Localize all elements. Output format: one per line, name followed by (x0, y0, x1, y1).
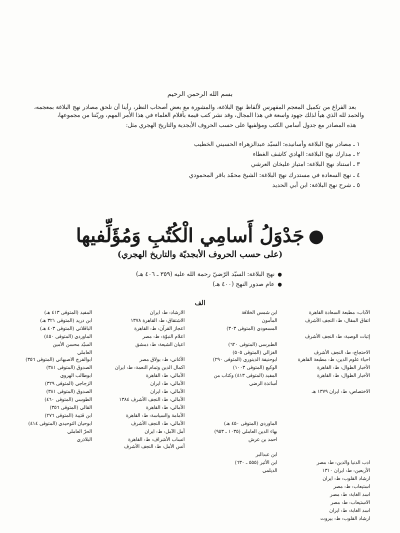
table-entry: الأغاني: ط: بولاق مصر (139, 358, 185, 364)
table-entry (211, 413, 277, 421)
table-entry: الارشاد: ط: ايران (149, 311, 185, 316)
table-entry: الأمالي: ط: ايران (150, 382, 185, 388)
author-column (26, 310, 92, 528)
bullet-icon: ● (308, 226, 325, 247)
table-entry: اعلام النبوّة: ط: مصر (142, 334, 185, 340)
table-entry (304, 405, 370, 413)
table-entry: أنس الأمل: ط: النجف الأشرف (123, 445, 185, 451)
table-entry: ابن شمس الخلافة (241, 311, 278, 316)
table-entry: الأمالي: ط: القاهرة (146, 405, 185, 411)
table-entry: الغزالي (المتوفى ٥٠٥) (232, 350, 278, 356)
table-entry: الاختصاص: ط: ايران ١٣٧٩ هـ (311, 390, 370, 396)
table-entry (304, 444, 370, 452)
table-entry: ابن دريد (المتوفى ٣٢١ هـ) (40, 318, 93, 324)
table-entry: الاستيعاب: ط: مصر (330, 500, 370, 506)
source-item: ٤ ـ نهج السعادة في مستدرك نهج البلاغة: الشيخ محمّد باقر المحمودي (188, 171, 360, 179)
table-entry: أساتذة الرضي (249, 382, 278, 388)
intro-text: هذه المصادر مع جدول أسامي الكتب ومؤلفيها على حسب الحروف الأبجدية والتاريخ الهجري مثل: (125, 122, 356, 129)
table-entry: الأخبار الطوال: ط: القاهرة (317, 366, 370, 372)
table-entry: الوكيع (المتوفى ١٠٠٣) (232, 366, 278, 372)
table-entry (211, 397, 277, 405)
table-entry (304, 326, 370, 334)
source-item: ٥ ـ شرح نهج البلاغة: ابن أبي الحديد (272, 181, 360, 189)
table-entry: الحرّ العاملي (67, 429, 93, 435)
intro-paragraph (34, 104, 364, 131)
book-title-column (297, 310, 370, 528)
table-entry (119, 350, 185, 358)
table-entry: ابن الأثير (٥٥٥ ـ ٦٣٠) (234, 461, 278, 467)
table-entry: الماوردي (المتوفى ٤٥٠) (44, 334, 93, 340)
table-entry (211, 334, 277, 342)
table-entry: الزجاجي (المتوفى ٣٢٩) (44, 382, 93, 388)
table-entry: اسد الغابة: ط: مصر (330, 492, 370, 498)
table-entry: بهاء الدين العاملي (١٠٣٥ ـ ٩٥٣) (214, 429, 278, 435)
table-entry: البلاذري (76, 437, 93, 443)
table-entry: اعجاز القرآن: ط: القاهرة (134, 326, 185, 332)
table-entry: ابن قتيبة (المتوفى ٢٧٦) (44, 413, 93, 419)
table-entry (304, 429, 370, 437)
table-entry: الأمالي: ط: النجف الأشرف ١٣٨٤ (119, 397, 185, 403)
table-entry: الماوردي (المتوفى ٤٥٠ هـ) (224, 421, 278, 427)
note-item: ● نهج البلاغة: السيّد الرّضيّ رحمة الله عليه (٣٥٩ ـ ٤٠٦ هـ) (82, 270, 282, 280)
table-entry: انساب الأشراف: ط: القاهرة (128, 437, 185, 443)
alphabet-section-letter: الف (194, 299, 206, 307)
table-entry: الطوسي (المتوفى ٤٦٠) (44, 397, 93, 403)
table-entry: الأربعين: ط: ايران ١٣١٠ (322, 469, 370, 475)
table-entry: الأخبار الطوال: ط: القاهرة (317, 374, 370, 380)
source-item: ٣ ـ استناد نهج البلاغة: امتياز عليخان العرشي (250, 161, 360, 169)
table-entry: الاحتجاج: ط: النجف الأشرف (313, 350, 370, 356)
table-entry (304, 452, 370, 460)
table-entry: الصدوق (المتوفى ٣٨١) (46, 390, 93, 396)
section-subheading: (على حسب الحروف الأبجديّة والتاريخ الهجري) (117, 250, 283, 260)
table-entry: المأمون (261, 318, 278, 324)
table-entry: الأمامة والسياسة: ط: القاهرة (125, 413, 185, 419)
notes-list (82, 270, 282, 290)
table-entry: استيعاب: ط: مصر (333, 484, 370, 490)
table-entry: ابن عبدالبر (255, 453, 278, 459)
table-entry (304, 381, 370, 389)
note-item: ● عام صدور النهج (٤٠٠ هـ) (82, 280, 282, 290)
table-entry: اعيان الشيعة: ط: دمشق (135, 342, 185, 348)
table-entry (211, 389, 277, 397)
basmala: بسم الله الرحمن الرحيم (167, 90, 233, 98)
table-entry: إثبات الوصية: ط: النجف الأشرف (304, 334, 370, 340)
table-entry: القالي (المتوفى ٣٥٦) (49, 405, 93, 411)
table-entry: الآداب: مطبعة السعادة القاهرة (309, 311, 370, 316)
table-entry (304, 342, 370, 350)
table-entry: ابوحنيفة الدينوري (المتوفى ٢٩٠) (212, 358, 278, 364)
table-entry: الأمالي: ط: ايران (150, 390, 185, 396)
table-entry: احمد بن عرش (248, 437, 278, 443)
table-entry (304, 421, 370, 429)
table-entry: الديلمي (262, 469, 278, 475)
table-entry (211, 405, 277, 413)
section-heading (0, 224, 400, 249)
table-entry: ادب الدنيا والدين: ط: مصر (316, 461, 370, 467)
table-entry: الأمالي: ط: النجف الأشرف (130, 421, 185, 427)
table-entry: ارشاد القلوب: ط: ايران (322, 477, 370, 483)
source-item: ٢ ـ مدارك نهج البلاغة: الهادي كاشف الغطاء (252, 151, 360, 159)
table-entry: اسد الغابة: ط: ايران (329, 508, 370, 514)
book-table (26, 310, 370, 528)
table-entry: ابوطالب الهروي (60, 374, 93, 380)
table-entry (304, 397, 370, 405)
table-entry: اكمال الدين وتمام النعمة: ط: ايران (114, 366, 185, 372)
table-entry: احياء علوم الدين: ط: مطبعة القاهرة (297, 358, 370, 364)
table-entry: الطبرسي (المتوفى ٦٢٠) (228, 342, 278, 348)
source-item: ١ ـ مصادر نهج البلاغة وأسانيده: السيّد عبدالزهراء الحسيني الخطيب (193, 141, 360, 148)
table-entry: ارشاد القلوب: ط: بيروت (320, 516, 370, 522)
table-entry: الاشتقاق: ط: القاهرة ١٣٧٨ (130, 318, 185, 324)
table-entry: العاملي (77, 350, 93, 356)
table-entry: المسعودي (المتوفى ٣٠٣) (226, 326, 278, 332)
heading-text: جَدْوَلُ أَسامِي الْكُتُبِ وَمُؤَلِّفيها (75, 225, 305, 247)
table-entry: ابوحيان التوحيدي (المتوفى ٤١٤) (28, 421, 93, 427)
table-entry (211, 444, 277, 452)
table-entry: الباقلاني (المتوفى ٤٠٣ هـ) (40, 326, 93, 332)
table-entry: السيّد محسن الأمين (52, 342, 93, 348)
table-entry: أمل الآمل: ط: ايران (144, 429, 185, 435)
table-entry: اتفاق المقال: ط: النجف الأشرف (305, 318, 370, 324)
table-entry: المفيد (المتوفى ٤١٣) وكتاب من (213, 374, 278, 380)
table-entry (304, 437, 370, 445)
table-entry: المفيد (المتوفى ٤١٣ هـ) (44, 311, 93, 316)
author-column (211, 310, 277, 528)
table-entry: ابوالفرج الاصبهاني (المتوفى ٣٥٦) (25, 358, 93, 364)
table-entry: الأمالي: ط: القاهرة (146, 374, 185, 380)
table-entry (304, 413, 370, 421)
book-title-column (114, 310, 185, 528)
table-entry: الصدوق (المتوفى ٣٨١) (46, 366, 93, 372)
sources-list (30, 140, 360, 191)
intro-text: بعد الفراغ من تكميل المعجم المفهرس لألفاظ نهج البلاغة، والمشورة مع بعض أصحاب النظر، رأينا أن نلحق مصادر نهج البلاغة بمعجمه، والحمد لله الذي هيأ لذلك جهود واسعة في هذا المجال، وقد نشر كتب قيمة بأقلام العلماء في هذا الأمر المهم، وربّتنا من مجموعها، (34, 105, 364, 120)
